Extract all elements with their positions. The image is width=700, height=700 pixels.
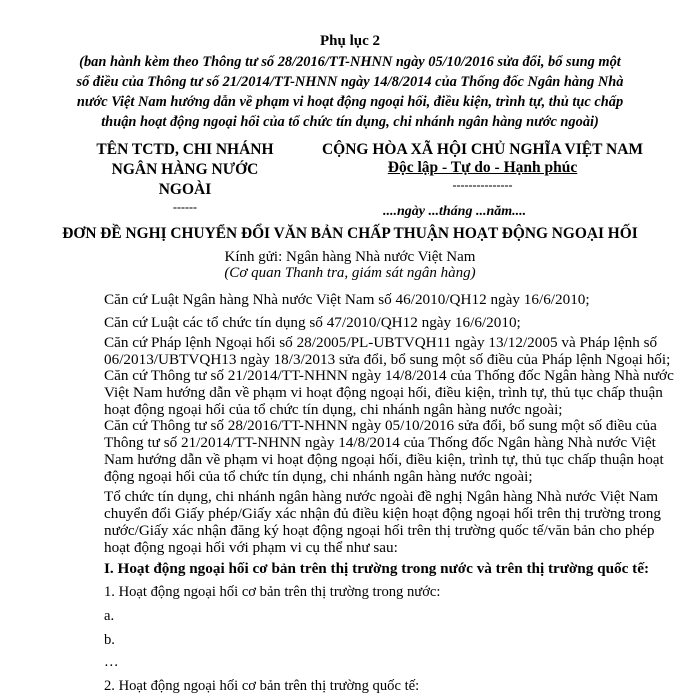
legal-basis-4-line-3: hoạt động ngoại hối của tổ chức tín dụng, chi nhánh ngân hàng nước ngoài; [104, 401, 563, 418]
appendix-subtitle-line-4: thuận hoạt động ngoại hối của tổ chức tín dụng, chi nhánh ngân hàng nước ngoài) [101, 114, 599, 130]
appendix-subtitle-line-3: nước Việt Nam hướng dẫn về phạm vi hoạt động ngoại hối, điều kiện, trình tự, thủ tục chấp [76, 94, 624, 110]
legal-basis-1: Căn cứ Luật Ngân hàng Nhà nước Việt Nam số 46/2010/QH12 ngày 16/6/2010; [104, 291, 590, 308]
item-b: b. [104, 632, 115, 648]
appendix-title: Phụ lục 2 [319, 33, 380, 49]
national-motto-text: Độc lập - Tự do - Hạnh phúc [387, 159, 578, 176]
org-divider: ------ [173, 200, 197, 214]
legal-basis-5-line-2: Thông tư số 21/2014/TT-NHNN ngày 14/8/2014 của Thống đốc Ngân hàng Nhà nước Việt [104, 434, 656, 451]
legal-basis-5-line-1: Căn cứ Thông tư số 28/2016/TT-NHNN ngày 05/10/2016 sửa đổi, bổ sung một số điều của [104, 417, 657, 434]
legal-basis-4-line-2: Việt Nam hướng dẫn về phạm vi hoạt động ngoại hối, điều kiện, trình tự, thủ tục chấp thuận [104, 384, 663, 401]
item-2: 2. Hoạt động ngoại hối cơ bản trên thị trường quốc tế: [104, 678, 420, 694]
appendix-subtitle-line-2: số điều của Thông tư số 21/2014/TT-NHNN ngày 14/8/2014 của Thống đốc Ngân hàng Nhà [76, 74, 624, 90]
nation-name: CỘNG HÒA XÃ HỘI CHỦ NGHĨA VIỆT NAM [321, 141, 644, 158]
request-line-1: Tổ chức tín dụng, chi nhánh ngân hàng nước ngoài đề nghị Ngân hàng Nhà nước Việt Nam [104, 488, 659, 505]
motto-divider: --------------- [452, 178, 513, 192]
org-name-line-2: NGÂN HÀNG NƯỚC [111, 161, 259, 178]
item-1: 1. Hoạt động ngoại hối cơ bản trên thị trường trong nước: [104, 584, 441, 600]
legal-basis-3-line-1: Căn cứ Pháp lệnh Ngoại hối số 28/2005/PL-UBTVQH11 ngày 13/12/2005 và Pháp lệnh số [104, 334, 658, 351]
request-line-4: hoạt động ngoại hối với phạm vi cụ thể như sau: [104, 539, 398, 556]
appendix-subtitle-line-1: (ban hành kèm theo Thông tư số 28/2016/TT-NHNN ngày 05/10/2016 sửa đổi, bổ sung một [79, 54, 621, 70]
item-ellipsis: … [104, 654, 119, 670]
national-motto [310, 158, 655, 178]
legal-basis-5-line-4: động ngoại hối của tổ chức tín dụng, chi nhánh ngân hàng nước ngoài; [104, 468, 533, 485]
legal-basis-2: Căn cứ Luật các tổ chức tín dụng số 47/2010/QH12 ngày 16/6/2010; [104, 314, 521, 331]
legal-basis-5-line-3: Nam hướng dẫn về phạm vi hoạt động ngoại hối, điều kiện, trình tự, thủ tục chấp thuận hoạt [104, 451, 664, 468]
org-name-line-3: NGOÀI [158, 181, 212, 198]
org-name-line-1: TÊN TCTD, CHI NHÁNH [96, 141, 274, 158]
legal-basis-4-line-1: Căn cứ Thông tư số 21/2014/TT-NHNN ngày 14/8/2014 của Thống đốc Ngân hàng Nhà nước [104, 367, 674, 384]
document-title: ĐƠN ĐỀ NGHỊ CHUYỂN ĐỔI VĂN BẢN CHẤP THUẬN HOẠT ĐỘNG NGOẠI HỐI [62, 225, 638, 242]
date-line: ....ngày ...tháng ...năm.... [383, 204, 527, 219]
legal-basis-3-line-2: 06/2013/UBTVQH13 ngày 18/3/2013 sửa đổi, bổ sung một số điều của Pháp lệnh Ngoại hối; [104, 351, 671, 368]
item-a: a. [104, 608, 115, 624]
request-line-3: nước/Giấy xác nhận đăng ký hoạt động ngoại hối trên thị trường quốc tế/văn bản cho phép [104, 522, 655, 539]
recipient: Kính gửi: Ngân hàng Nhà nước Việt Nam [224, 249, 476, 265]
recipient-note: (Cơ quan Thanh tra, giám sát ngân hàng) [224, 265, 476, 281]
section-heading-1: I. Hoạt động ngoại hối cơ bản trên thị trường trong nước và trên thị trường quốc tế: [104, 560, 650, 577]
request-line-2: chuyển đổi Giấy phép/Giấy xác nhận đủ điều kiện hoạt động ngoại hối trên thị trường trong [104, 505, 661, 522]
